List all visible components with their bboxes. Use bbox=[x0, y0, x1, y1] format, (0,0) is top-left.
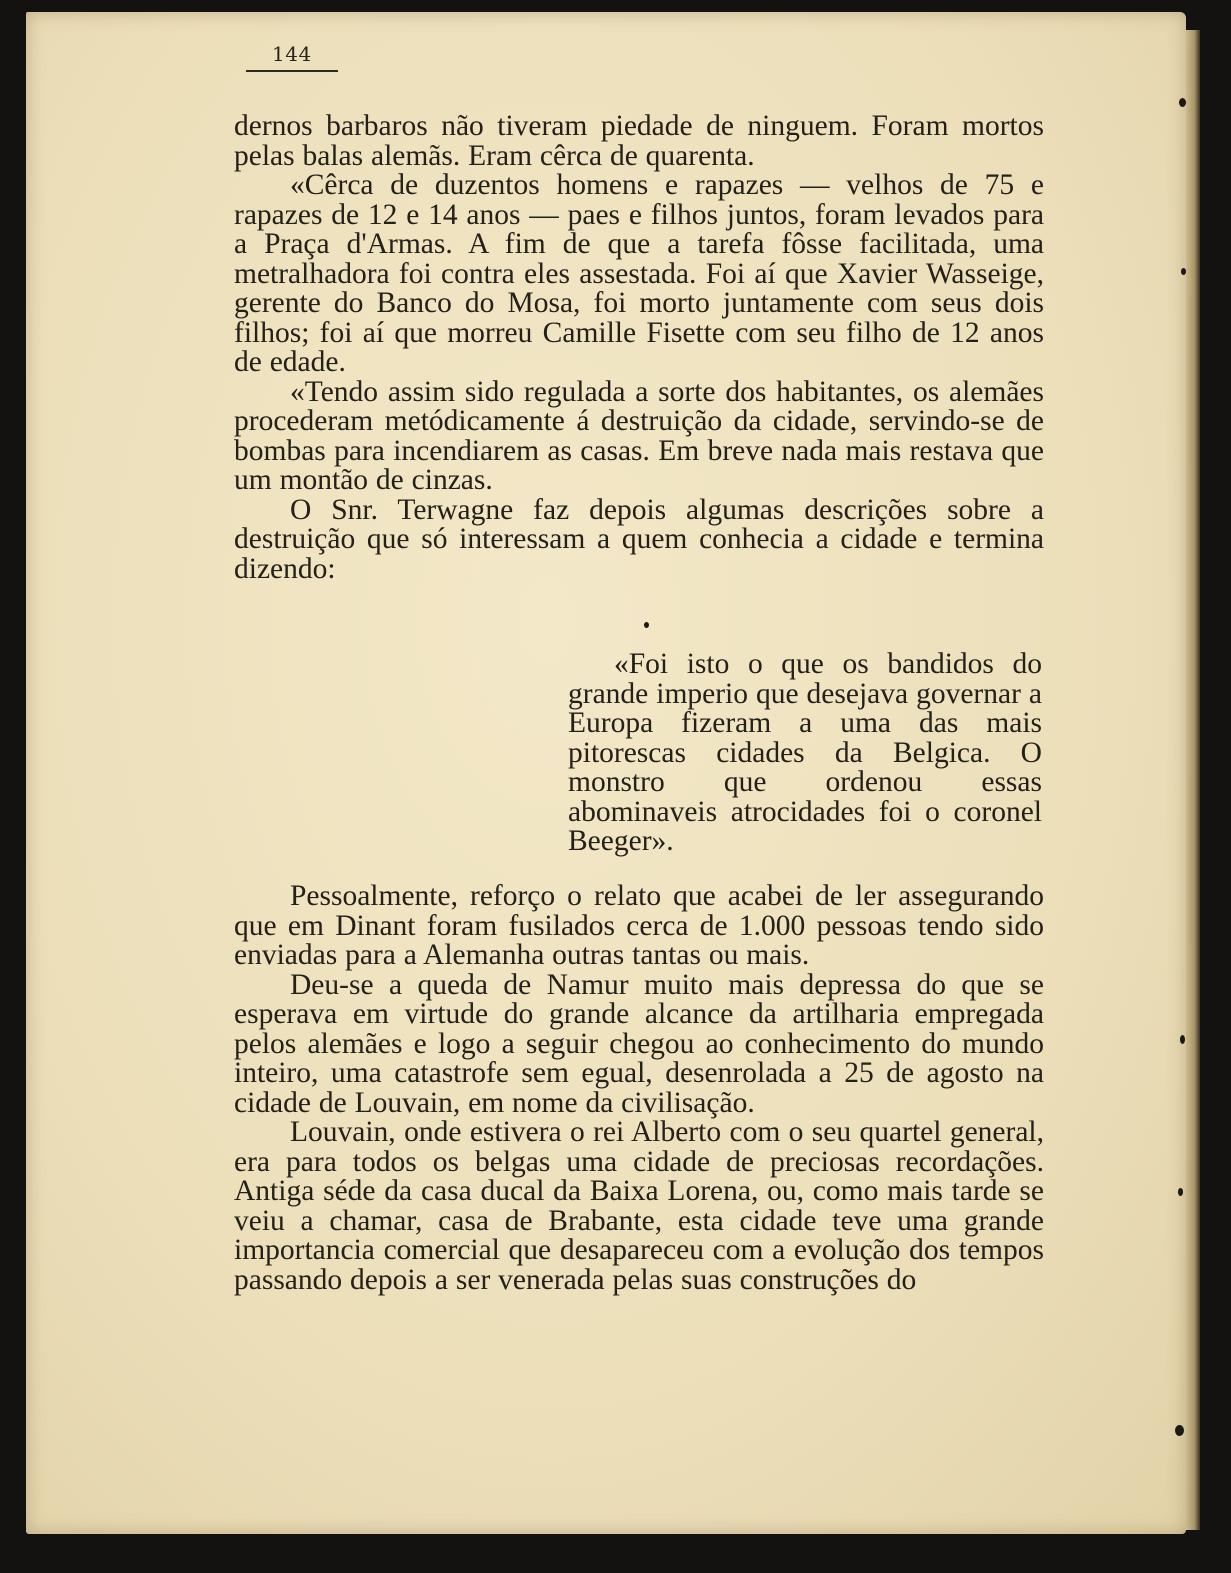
page-number: 144 bbox=[272, 42, 312, 66]
paragraph: dernos barbaros não tiveram piedade de ninguem. Foram mortos pelas balas alemãs. Eram cêrca de quarenta. bbox=[234, 110, 1044, 172]
text-block-bottom bbox=[234, 882, 1044, 1295]
ink-speck bbox=[1181, 268, 1186, 275]
text-block-top bbox=[234, 112, 1044, 584]
paragraph: «Cêrca de duzentos homens e rapazes — velhos de 75 e rapazes de 12 e 14 anos — paes e filhos juntos, foram levados para a Praça d'Armas. A fim de que a tarefa fôsse facilitada, uma metralhadora foi contra eles assestada. Foi aí que Xavier Wasseige, gerente do Banco do Mosa, foi morto juntamente com seus dois filhos; foi aí que morreu Camille Fisette com seu filho de 12 anos de edade. bbox=[234, 169, 1044, 378]
ink-speck bbox=[1178, 1188, 1183, 1196]
ink-speck bbox=[1179, 98, 1186, 107]
paragraph: Pessoalmente, reforço o relato que acabei de ler assegurando que em Dinant foram fusilados cerca de 1.000 pessoas tendo sido enviadas para a Alemanha outras tantas ou mais. bbox=[234, 880, 1044, 971]
paragraph: O Snr. Terwagne faz depois algumas descrições sobre a destruição que só interessam a quem conhecia a cidade e termina dizendo: bbox=[234, 493, 1044, 585]
ink-speck bbox=[644, 622, 649, 628]
ink-speck bbox=[1175, 1425, 1184, 1436]
quote-paragraph: «Foi isto o que os bandidos do grande imperio que desejava governar a Europa fizeram a uma das mais pitorescas cidades da Belgica. O monstro que ordenou essas abominaveis atrocidades foi o coronel Beeger». bbox=[568, 648, 1042, 857]
paragraph: Deu-se a queda de Namur muito mais depressa do que se esperava em virtude do grande alcance da artilharia empregada pelos alemães e logo a seguir chegou ao conhecimento do mundo inteiro, uma catastrofe sem egual, desenrolada a 25 de agosto na cidade de Louvain, em nome da civilisação. bbox=[234, 968, 1044, 1119]
page-number-rule bbox=[246, 70, 338, 72]
paragraph: Louvain, onde estivera o rei Alberto com o seu quartel general, era para todos os belgas uma cidade de preciosas recordações. Antiga séde da casa ducal da Baixa Lorena, ou, como mais tarde se veiu a chamar, casa de Brabante, esta cidade teve uma grande importancia comercial que desapareceu com a evolução dos tempos passando depois a ser venerada pelas suas construções do bbox=[234, 1116, 1044, 1296]
block-quote bbox=[568, 650, 1042, 857]
paragraph: «Tendo assim sido regulada a sorte dos habitantes, os alemães procederam metódicamente á destruição da cidade, servindo-se de bombas para incendiarem as casas. Em breve nada mais restava que um montão de cinzas. bbox=[234, 375, 1044, 496]
page-edge bbox=[1186, 30, 1200, 1530]
ink-speck bbox=[1180, 1035, 1185, 1044]
